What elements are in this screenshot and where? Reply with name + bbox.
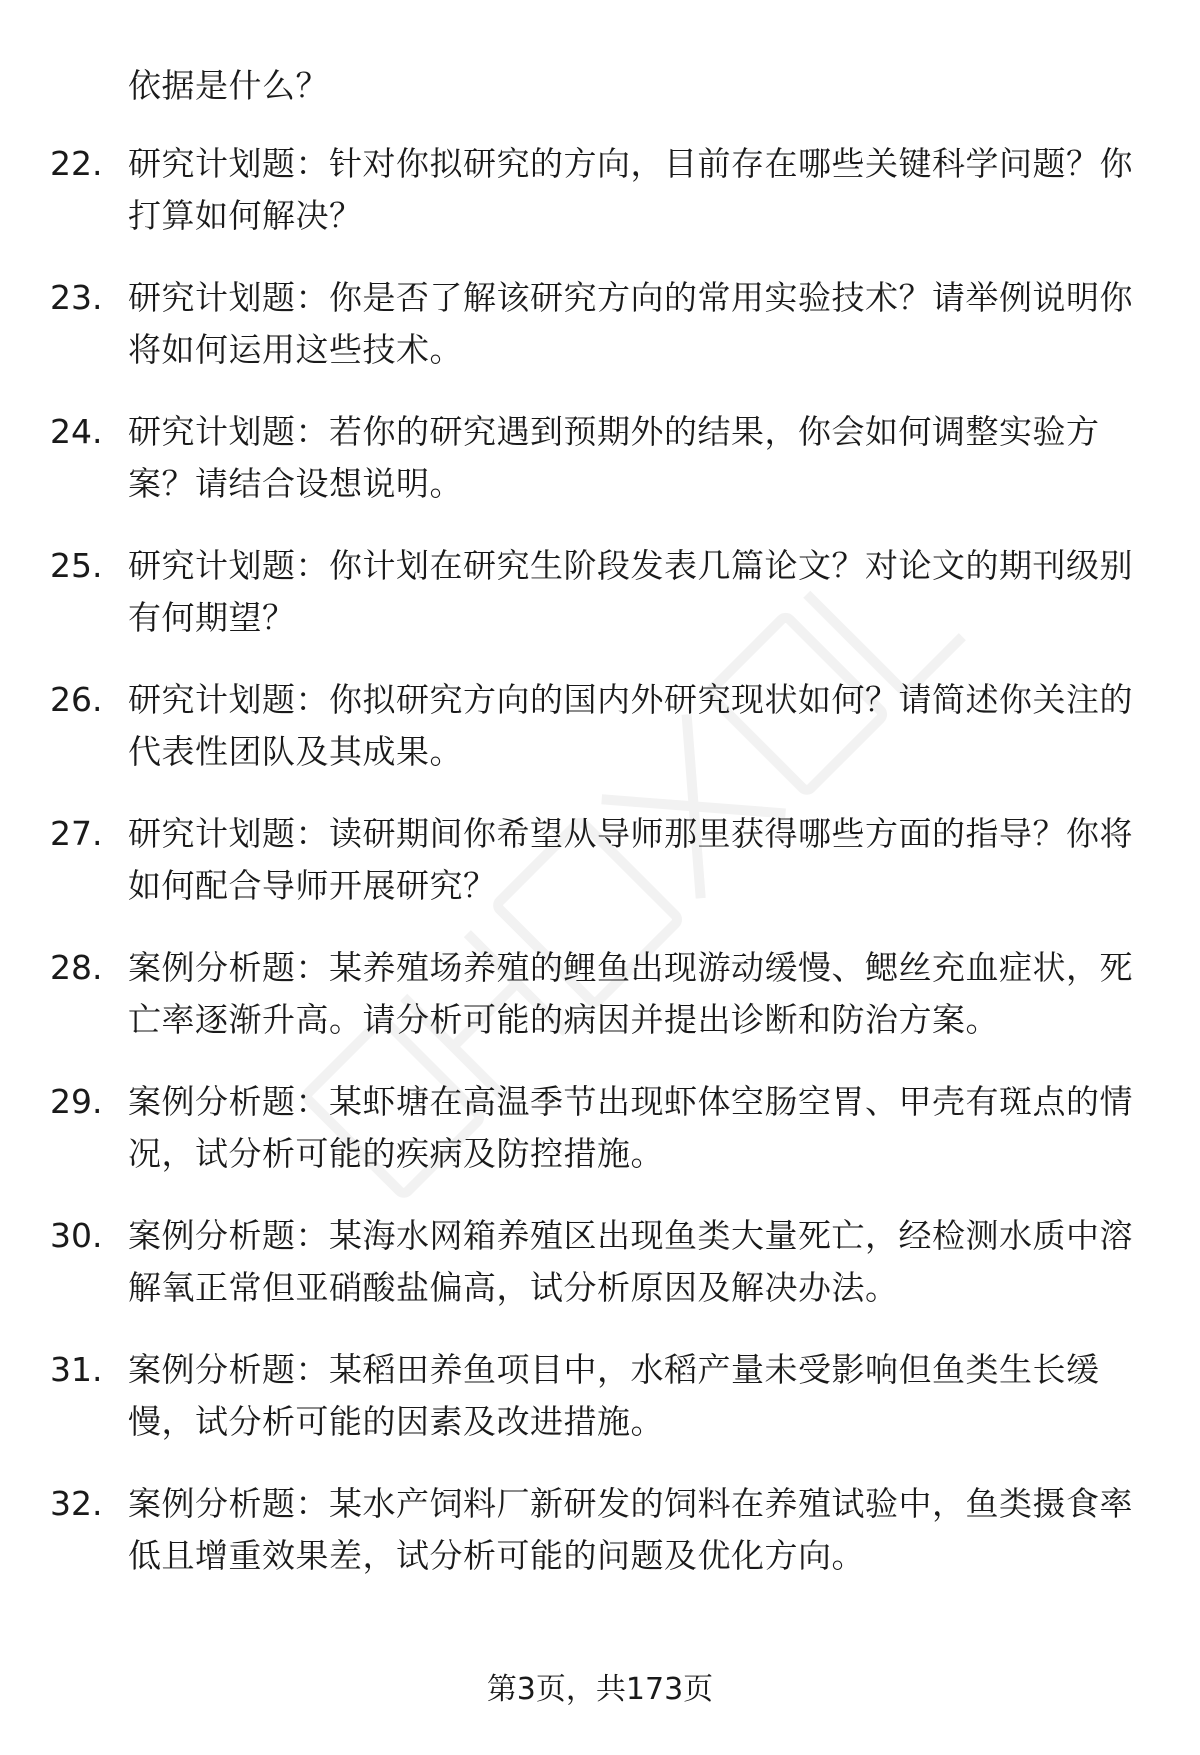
list-item [0, 272, 1200, 376]
list-item [0, 1210, 1200, 1314]
list-item [0, 1478, 1200, 1582]
question-text: 研究计划题：针对你拟研究的方向，目前存在哪些关键科学问题？你打算如何解决？ [128, 144, 1133, 235]
question-text: 研究计划题：若你的研究遇到预期外的结果，你会如何调整实验方案？请结合设想说明。 [128, 412, 1100, 503]
question-number: 32. [50, 1484, 103, 1523]
list-item [0, 942, 1200, 1046]
question-text: 案例分析题：某海水网箱养殖区出现鱼类大量死亡，经检测水质中溶解氧正常但亚硝酸盐偏高，试分析原因及解决办法。 [128, 1216, 1133, 1307]
question-text: 研究计划题：你计划在研究生阶段发表几篇论文？对论文的期刊级别有何期望？ [128, 546, 1133, 637]
question-number: 23. [50, 278, 103, 317]
list-item [0, 808, 1200, 912]
list-item [0, 1076, 1200, 1180]
question-number: 31. [50, 1350, 103, 1389]
list-item [0, 1344, 1200, 1448]
question-number: 29. [50, 1082, 103, 1121]
list-item [0, 674, 1200, 778]
page-footer: 第3页，共173页 [486, 1672, 714, 1707]
question-text: 研究计划题：读研期间你希望从导师那里获得哪些方面的指导？你将如何配合导师开展研究？ [128, 814, 1133, 905]
list-item [0, 138, 1200, 242]
list-item [0, 406, 1200, 510]
question-number: 24. [50, 412, 103, 451]
question-text: 研究计划题：你拟研究方向的国内外研究现状如何？请简述你关注的代表性团队及其成果。 [128, 680, 1133, 771]
question-number: 26. [50, 680, 103, 719]
question-number: 28. [50, 948, 103, 987]
question-text: 案例分析题：某水产饲料厂新研发的饲料在养殖试验中，鱼类摄食率低且增重效果差，试分析可能的问题及优化方向。 [128, 1484, 1133, 1575]
continuation-text: 依据是什么？ [128, 66, 329, 105]
question-text: 研究计划题：你是否了解该研究方向的常用实验技术？请举例说明你将如何运用这些技术。 [128, 278, 1133, 369]
list-item [0, 540, 1200, 644]
question-number: 25. [50, 546, 103, 585]
question-text: 案例分析题：某稻田养鱼项目中，水稻产量未受影响但鱼类生长缓慢，试分析可能的因素及改进措施。 [128, 1350, 1100, 1441]
question-number: 30. [50, 1216, 103, 1255]
question-number: 27. [50, 814, 103, 853]
question-text: 案例分析题：某养殖场养殖的鲤鱼出现游动缓慢、鳃丝充血症状，死亡率逐渐升高。请分析可能的病因并提出诊断和防治方案。 [128, 948, 1133, 1039]
question-text: 案例分析题：某虾塘在高温季节出现虾体空肠空胃、甲壳有斑点的情况，试分析可能的疾病及防控措施。 [128, 1082, 1133, 1173]
question-number: 22. [50, 144, 103, 183]
question-list [0, 138, 1200, 1612]
